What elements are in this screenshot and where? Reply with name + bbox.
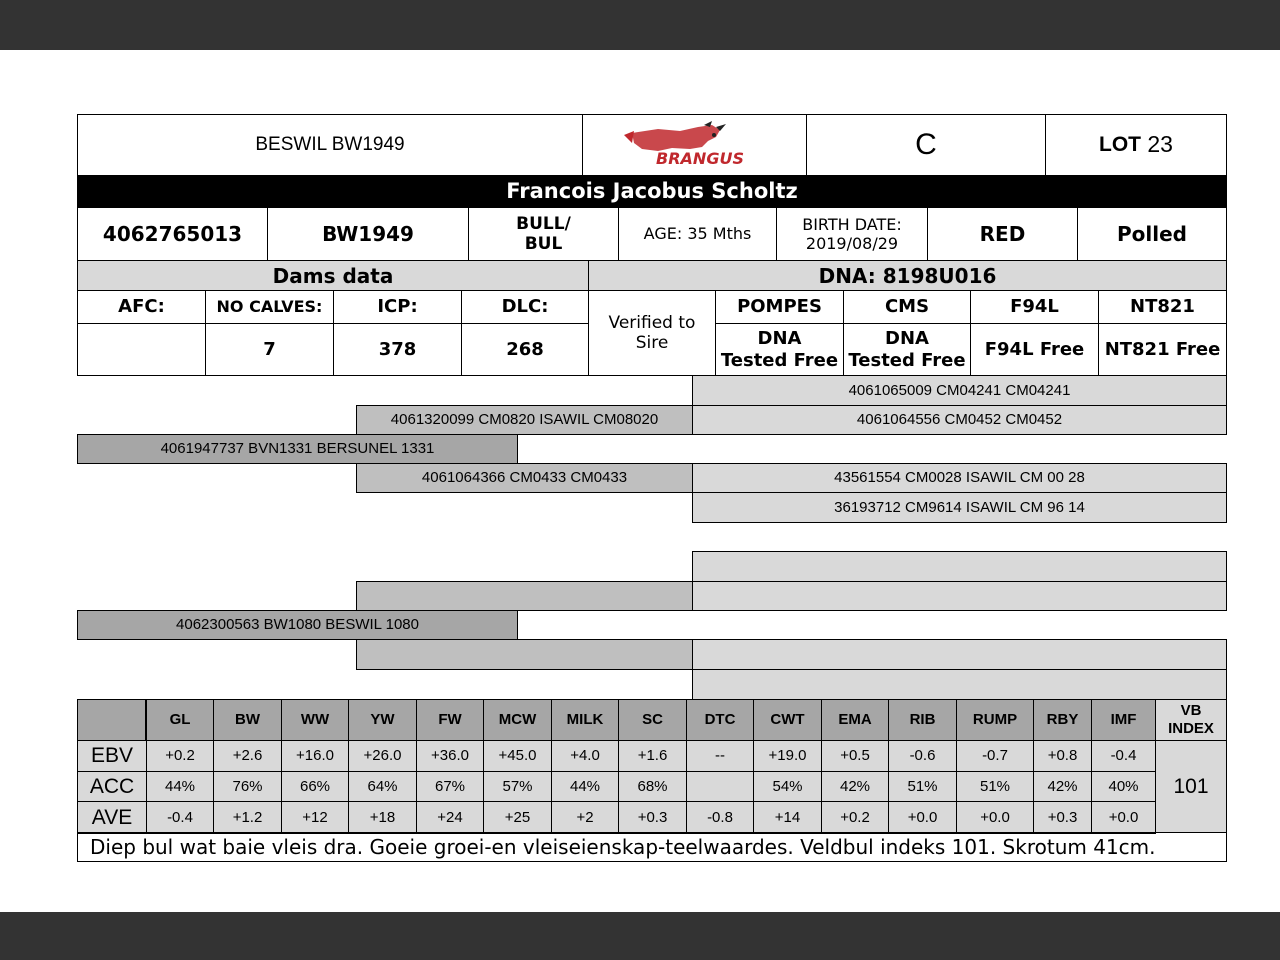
- birth-date-cell: [776, 207, 928, 261]
- pedigree-sire-sire: 4061320099 CM0820 ISAWIL CM08020: [356, 405, 693, 435]
- pedigree-dam-dam: [356, 639, 693, 670]
- dam-label-dlc: DLC:: [461, 290, 589, 324]
- pedigree-sire: 4061947737 BVN1331 BERSUNEL 1331: [77, 434, 518, 464]
- animal-name: BESWIL BW1949: [77, 114, 583, 176]
- ebv-value-ave-dtc: -0.8: [686, 801, 754, 834]
- grade: C: [806, 114, 1046, 176]
- dam-label-calves: NO CALVES:: [205, 290, 334, 324]
- dam-label-icp: ICP:: [333, 290, 462, 324]
- ebv-value-acc-ema: 42%: [821, 771, 889, 802]
- ebv-value-ave-milk: +2: [551, 801, 619, 834]
- comment: Diep bul wat baie vleis dra. Goeie groei-en vleiseienskap-teelwaardes. Veldbul indeks 101. Skrotum 41cm.: [77, 832, 1227, 862]
- ebv-header-imf: IMF: [1091, 699, 1156, 741]
- dna-result-line2: Tested Free: [848, 349, 966, 371]
- vb-index-header: [1155, 699, 1227, 741]
- dna-result-cms: [843, 323, 971, 376]
- ebv-value-ebv-sc: +1.6: [618, 740, 687, 772]
- ebv-value-ebv-fw: +36.0: [416, 740, 484, 772]
- bull-logo-icon: [620, 121, 770, 169]
- verified-line2: Sire: [635, 333, 669, 353]
- ebv-header-dtc: DTC: [686, 699, 754, 741]
- dna-result-nt821: NT821 Free: [1098, 323, 1227, 376]
- ebv-header-cwt: CWT: [753, 699, 822, 741]
- ebv-value-acc-mcw: 57%: [483, 771, 552, 802]
- ebv-header-ema: EMA: [821, 699, 889, 741]
- pedigree-sire-sire-sire: 4061065009 CM04241 CM04241: [692, 375, 1227, 406]
- vb-index-label1: VB: [1180, 702, 1202, 719]
- ebv-header-yw: YW: [348, 699, 417, 741]
- ebv-header-gl: GL: [146, 699, 214, 741]
- ebv-header-ww: WW: [281, 699, 349, 741]
- ebv-value-acc-rby: 42%: [1033, 771, 1092, 802]
- ebv-value-ebv-rump: -0.7: [956, 740, 1034, 772]
- ebv-header-rump: RUMP: [956, 699, 1034, 741]
- ident-number: BW1949: [267, 207, 469, 261]
- ebv-value-ave-fw: +24: [416, 801, 484, 834]
- dna-result-line1: DNA: [885, 327, 929, 349]
- brangus-logo: [582, 114, 807, 176]
- pedigree-dam-dam-sire: [692, 639, 1227, 670]
- ebv-value-ave-rib: +0.0: [888, 801, 957, 834]
- verified-to-sire: [588, 290, 716, 376]
- dam-label-afc: AFC:: [77, 290, 206, 324]
- dna-test-f94l: F94L: [970, 290, 1099, 324]
- ebv-header-fw: FW: [416, 699, 484, 741]
- ebv-row-label-acc: ACC: [77, 771, 147, 802]
- ebv-value-acc-sc: 68%: [618, 771, 687, 802]
- ebv-value-acc-rump: 51%: [956, 771, 1034, 802]
- ebv-value-ebv-yw: +26.0: [348, 740, 417, 772]
- ebv-value-ave-gl: -0.4: [146, 801, 214, 834]
- lot-number: 23: [1147, 131, 1173, 158]
- dna-result-line1: DNA: [757, 327, 802, 349]
- ebv-value-acc-milk: 44%: [551, 771, 619, 802]
- svg-text:BRANGUS: BRANGUS: [655, 149, 744, 168]
- ebv-value-acc-yw: 64%: [348, 771, 417, 802]
- sex: [468, 207, 619, 261]
- ebv-value-ebv-ema: +0.5: [821, 740, 889, 772]
- dam-value-afc: [77, 323, 206, 376]
- dna-test-nt821: NT821: [1098, 290, 1227, 324]
- ebv-corner: [77, 699, 146, 741]
- ebv-value-acc-fw: 67%: [416, 771, 484, 802]
- ebv-header-bw: BW: [213, 699, 282, 741]
- registration-number: 4062765013: [77, 207, 268, 261]
- pedigree-sire-sire-dam: 4061064556 CM0452 CM0452: [692, 405, 1227, 435]
- birth-date: 2019/08/29: [805, 234, 899, 253]
- pedigree-dam: 4062300563 BW1080 BESWIL 1080: [77, 610, 518, 640]
- dam-value-calves: 7: [205, 323, 334, 376]
- age: AGE: 35 Mths: [618, 207, 777, 261]
- ebv-value-ave-rby: +0.3: [1033, 801, 1092, 834]
- ebv-value-ebv-gl: +0.2: [146, 740, 214, 772]
- owner-name: Francois Jacobus Scholtz: [77, 175, 1227, 208]
- ebv-value-ebv-bw: +2.6: [213, 740, 282, 772]
- horn-status: Polled: [1077, 207, 1227, 261]
- ebv-value-ave-mcw: +25: [483, 801, 552, 834]
- pedigree-sire-dam-dam: 36193712 CM9614 ISAWIL CM 96 14: [692, 492, 1227, 523]
- pedigree-dam-dam-dam: [692, 669, 1227, 700]
- pedigree-dam-sire-sire: [692, 551, 1227, 582]
- ebv-value-ebv-mcw: +45.0: [483, 740, 552, 772]
- ebv-value-ebv-cwt: +19.0: [753, 740, 822, 772]
- ebv-value-acc-rib: 51%: [888, 771, 957, 802]
- sex-line1: BULL/: [516, 213, 571, 234]
- dna-result-pompes: [715, 323, 844, 376]
- sex-line2: BUL: [524, 234, 563, 254]
- ebv-value-ave-bw: +1.2: [213, 801, 282, 834]
- ebv-value-acc-gl: 44%: [146, 771, 214, 802]
- ebv-value-ave-yw: +18: [348, 801, 417, 834]
- dam-value-icp: 378: [333, 323, 462, 376]
- pedigree-dam-sire: [356, 581, 693, 611]
- ebv-row-label-ebv: EBV: [77, 740, 147, 772]
- vb-index-label2: INDEX: [1168, 720, 1214, 737]
- verified-line1: Verified to: [608, 312, 696, 333]
- ebv-value-ebv-imf: -0.4: [1091, 740, 1156, 772]
- ebv-row-label-ave: AVE: [77, 801, 147, 834]
- ebv-value-ave-rump: +0.0: [956, 801, 1034, 834]
- dams-title: Dams data: [77, 260, 589, 291]
- ebv-value-acc-cwt: 54%: [753, 771, 822, 802]
- ebv-header-sc: SC: [618, 699, 687, 741]
- dna-test-cms: CMS: [843, 290, 971, 324]
- pedigree-sire-dam: 4061064366 CM0433 CM0433: [356, 463, 693, 493]
- dna-result-line2: Tested Free: [720, 349, 839, 371]
- dna-title: DNA: 8198U016: [588, 260, 1227, 291]
- birth-date-label: BIRTH DATE:: [802, 214, 902, 234]
- ebv-value-acc-imf: 40%: [1091, 771, 1156, 802]
- ebv-value-acc-dtc: [686, 771, 754, 802]
- pedigree-dam-sire-dam: [692, 581, 1227, 611]
- ebv-value-ebv-rib: -0.6: [888, 740, 957, 772]
- ebv-value-ave-ww: +12: [281, 801, 349, 834]
- colour: RED: [927, 207, 1078, 261]
- ebv-value-ave-cwt: +14: [753, 801, 822, 834]
- top-bar: [0, 0, 1280, 50]
- pedigree-sire-dam-sire: 43561554 CM0028 ISAWIL CM 00 28: [692, 463, 1227, 493]
- ebv-value-acc-ww: 66%: [281, 771, 349, 802]
- ebv-value-acc-bw: 76%: [213, 771, 282, 802]
- ebv-header-rib: RIB: [888, 699, 957, 741]
- bottom-bar: [0, 912, 1280, 960]
- lot-box: [1045, 114, 1227, 176]
- dna-result-f94l: F94L Free: [970, 323, 1099, 376]
- ebv-header-mcw: MCW: [483, 699, 552, 741]
- ebv-value-ave-sc: +0.3: [618, 801, 687, 834]
- ebv-header-milk: MILK: [551, 699, 619, 741]
- ebv-value-ave-imf: +0.0: [1091, 801, 1156, 834]
- ebv-value-ebv-dtc: --: [686, 740, 754, 772]
- ebv-value-ave-ema: +0.2: [821, 801, 889, 834]
- ebv-value-ebv-milk: +4.0: [551, 740, 619, 772]
- ebv-value-ebv-ww: +16.0: [281, 740, 349, 772]
- ebv-header-rby: RBY: [1033, 699, 1092, 741]
- dam-value-dlc: 268: [461, 323, 589, 376]
- ebv-value-ebv-rby: +0.8: [1033, 740, 1092, 772]
- lot-label: LOT: [1099, 133, 1141, 157]
- dna-test-pompes: POMPES: [715, 290, 844, 324]
- vb-index-value: 101: [1155, 740, 1227, 833]
